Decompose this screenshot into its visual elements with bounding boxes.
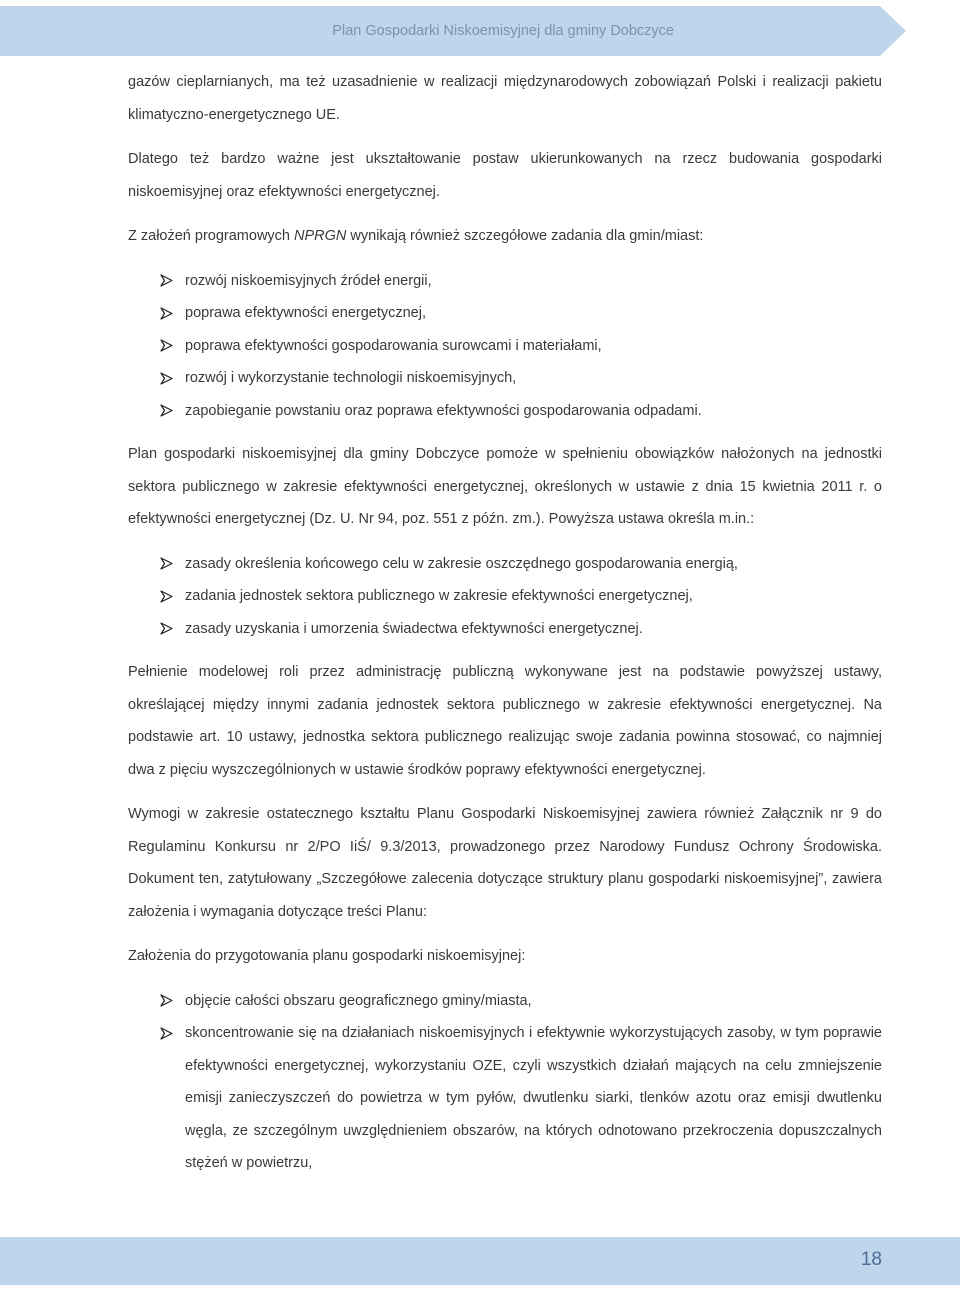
list-item-text: zapobieganie powstaniu oraz poprawa efektywności gospodarowania odpadami.: [185, 402, 702, 419]
arrowhead-bullet-icon: [158, 1017, 174, 1050]
nprgn-abbrev: NPRGN: [294, 228, 347, 244]
list-item: [128, 548, 882, 581]
list-item: [128, 1017, 882, 1180]
paragraph-2: Dlatego też bardzo ważne jest ukształtowanie postaw ukierunkowanych na rzecz budowania gospodarki niskoemisyjnej oraz efektywności energetycznej.: [128, 151, 882, 200]
list-item: [128, 580, 882, 613]
list-item: [128, 297, 882, 330]
list-item-text: zasady określenia końcowego celu w zakresie oszczędnego gospodarowania energią,: [185, 555, 738, 572]
list-item: [128, 362, 882, 395]
arrowhead-bullet-icon: [158, 330, 174, 363]
paragraph-1: gazów cieplarnianych, ma też uzasadnienie w realizacji międzynarodowych zobowiązań Polski i realizacji pakietu klimatyczno-energetycznego UE.: [128, 74, 882, 123]
arrowhead-bullet-icon: [158, 548, 174, 581]
list-item: [128, 330, 882, 363]
document-body: [128, 66, 882, 1191]
list-item-text: rozwój i wykorzystanie technologii niskoemisyjnych,: [185, 370, 517, 386]
paragraph-5: Pełnienie modelowej roli przez administrację publiczną wykonywane jest na podstawie powyższej ustawy, określającej między innymi zadania jednostek sektora publicznego w zakresie efektywności energetycznej. Na podstawie art. 10 ustawy, jednostka sektora publicznego realizując swoje zadania powinna stosować, co najmniej dwa z pięciu wyszczególnionych w ustawie środków poprawy efektywności energetycznej.: [128, 664, 882, 778]
paragraph-7: Założenia do przygotowania planu gospodarki niskoemisyjnej:: [128, 948, 526, 964]
paragraph-3: [128, 220, 882, 253]
arrowhead-bullet-icon: [158, 362, 174, 395]
list-item-text: rozwój niskoemisyjnych źródeł energii,: [185, 272, 432, 289]
list-item-text: zadania jednostek sektora publicznego w zakresie efektywności energetycznej,: [185, 588, 693, 604]
paragraph-4: Plan gospodarki niskoemisyjnej dla gminy Dobczyce pomoże w spełnieniu obowiązków nałożonych na jednostki sektora publicznego w zakresie efektywności energetycznej, określonych w ustawie z dnia 15 kwietnia 2011 r. o efektywności energetycznej (Dz. U. Nr 94, poz. 551 z późn. zm.). Powyższa ustawa określa m.in.:: [128, 446, 882, 527]
footer-band: [0, 1237, 960, 1285]
arrowhead-bullet-icon: [158, 297, 174, 330]
act-scope-list: [128, 548, 882, 646]
list-item: [128, 985, 882, 1018]
list-item: [128, 613, 882, 646]
arrowhead-bullet-icon: [158, 580, 174, 613]
task-list: [128, 265, 882, 428]
paragraph-6: Wymogi w zakresie ostatecznego kształtu Planu Gospodarki Niskoemisyjnej zawiera również Załącznik nr 9 do Regulaminu Konkursu nr 2/PO IiŚ/ 9.3/2013, prowadzonego przez Narodowy Fundusz Ochrony Środowiska. Dokument ten, zatytułowany „Szczegółowe zalecenia dotyczące struktury planu gospodarki niskoemisyjnej”, zawiera założenia i wymagania dotyczące treści Planu:: [128, 806, 882, 920]
assumptions-list: [128, 985, 882, 1180]
list-item-text: zasady uzyskania i umorzenia świadectwa efektywności energetycznej.: [185, 620, 643, 637]
page-number: 18: [860, 1249, 882, 1270]
list-item: [128, 265, 882, 298]
paragraph-3-pre: Z założeń programowych: [128, 228, 295, 244]
list-item-text: skoncentrowanie się na działaniach niskoemisyjnych i efektywnie wykorzystujących zasoby, w tym poprawie efektywności energetycznej, wykorzystaniu OZE, czyli wszystkich działań mających na celu zmniejszenie emisji zanieczyszczeń do powietrza w tym pyłów, dwutlenku siarki, tlenków azotu oraz emisji dwutlenku węgla, ze szczególnym uwzględnieniem obszarów, na których odnotowano przekroczenia dopuszczalnych stężeń w powietrzu,: [185, 1025, 882, 1171]
header-title: Plan Gospodarki Niskoemisyjnej dla gminy Dobczyce: [332, 23, 674, 39]
list-item: [128, 395, 882, 428]
list-item-text: poprawa efektywności gospodarowania surowcami i materiałami,: [185, 337, 602, 354]
arrowhead-bullet-icon: [158, 985, 174, 1018]
arrowhead-bullet-icon: [158, 613, 174, 646]
paragraph-3-post: wynikają również szczegółowe zadania dla gmin/miast:: [346, 228, 704, 244]
list-item-text: objęcie całości obszaru geograficznego gminy/miasta,: [185, 992, 532, 1009]
arrowhead-bullet-icon: [158, 265, 174, 298]
list-item-text: poprawa efektywności energetycznej,: [185, 305, 426, 321]
arrowhead-bullet-icon: [158, 395, 174, 428]
